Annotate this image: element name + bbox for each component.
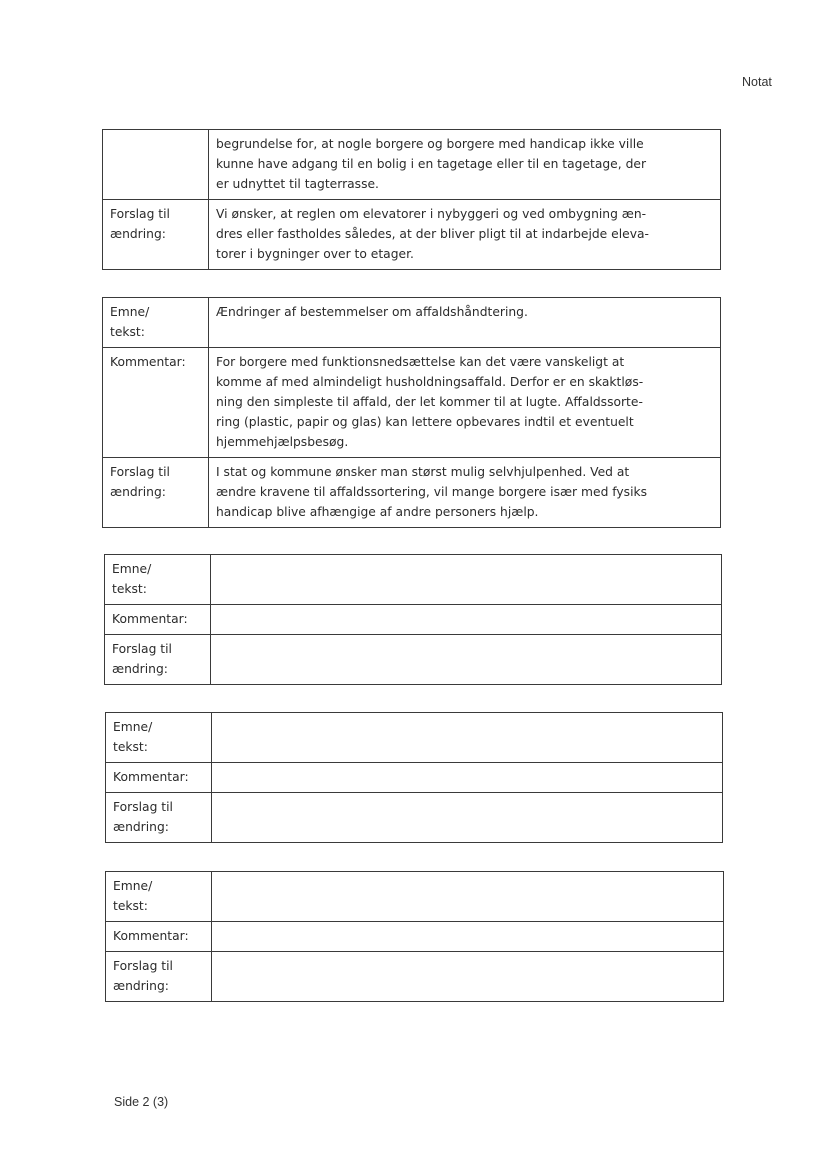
comment-table-3 [104, 554, 722, 685]
row-text [211, 635, 722, 685]
row-text [212, 922, 724, 952]
row-text [211, 555, 722, 605]
table-row [105, 555, 722, 605]
table-row [106, 793, 723, 843]
table-row [105, 635, 722, 685]
comment-table-2 [102, 297, 721, 528]
document-type-label: Notat [742, 75, 772, 89]
row-text: I stat og kommune ønsker man størst mulig selvhjulpenhed. Ved at ændre kravene til affaldssortering, vil mange borgere især med fysiks handicap blive afhængige af andre personers hjælp. [209, 458, 721, 528]
table-row [103, 200, 721, 270]
row-label: Kommentar: [105, 605, 211, 635]
row-text: Vi ønsker, at reglen om elevatorer i nybyggeri og ved ombygning æn- dres eller fastholdes således, at der bliver pligt til at indarbejde eleva- torer i bygninger over to etager. [209, 200, 721, 270]
table-row [103, 130, 721, 200]
table-row [105, 605, 722, 635]
row-label: Forslag til ændring: [106, 793, 212, 843]
row-text [212, 713, 723, 763]
row-label: Emne/ tekst: [106, 713, 212, 763]
table-row [103, 458, 721, 528]
table-row [106, 872, 724, 922]
table-row [106, 922, 724, 952]
row-text [212, 793, 723, 843]
row-text: For borgere med funktionsnedsættelse kan det være vanskeligt at komme af med almindeligt husholdningsaffald. Derfor er en skaktløs- ning den simpleste til affald, der let kommer til at lugte. Affaldssorte- ring (plastic, papir og glas) kan lettere opbevares indtil et eventuelt hjemmehjælpsbesøg. [209, 348, 721, 458]
row-label: Forslag til ændring: [103, 200, 209, 270]
table-row [103, 348, 721, 458]
table-row [106, 952, 724, 1002]
row-label [103, 130, 209, 200]
row-text [212, 952, 724, 1002]
row-text: begrundelse for, at nogle borgere og borgere med handicap ikke ville kunne have adgang til en bolig i en tagetage eller til en tagetage, der er udnyttet til tagterrasse. [209, 130, 721, 200]
row-label: Kommentar: [106, 763, 212, 793]
row-text [212, 872, 724, 922]
row-text [211, 605, 722, 635]
row-label: Emne/ tekst: [105, 555, 211, 605]
row-label: Kommentar: [103, 348, 209, 458]
row-label: Forslag til ændring: [106, 952, 212, 1002]
row-text [212, 763, 723, 793]
row-label: Kommentar: [106, 922, 212, 952]
comment-table-1 [102, 129, 721, 270]
row-label: Emne/ tekst: [106, 872, 212, 922]
row-label: Emne/ tekst: [103, 298, 209, 348]
row-text: Ændringer af bestemmelser om affaldshåndtering. [209, 298, 721, 348]
table-row [106, 713, 723, 763]
table-row [103, 298, 721, 348]
table-row [106, 763, 723, 793]
comment-table-4 [105, 712, 723, 843]
page-number: Side 2 (3) [114, 1095, 169, 1109]
row-label: Forslag til ændring: [103, 458, 209, 528]
row-label: Forslag til ændring: [105, 635, 211, 685]
comment-table-5 [105, 871, 724, 1002]
